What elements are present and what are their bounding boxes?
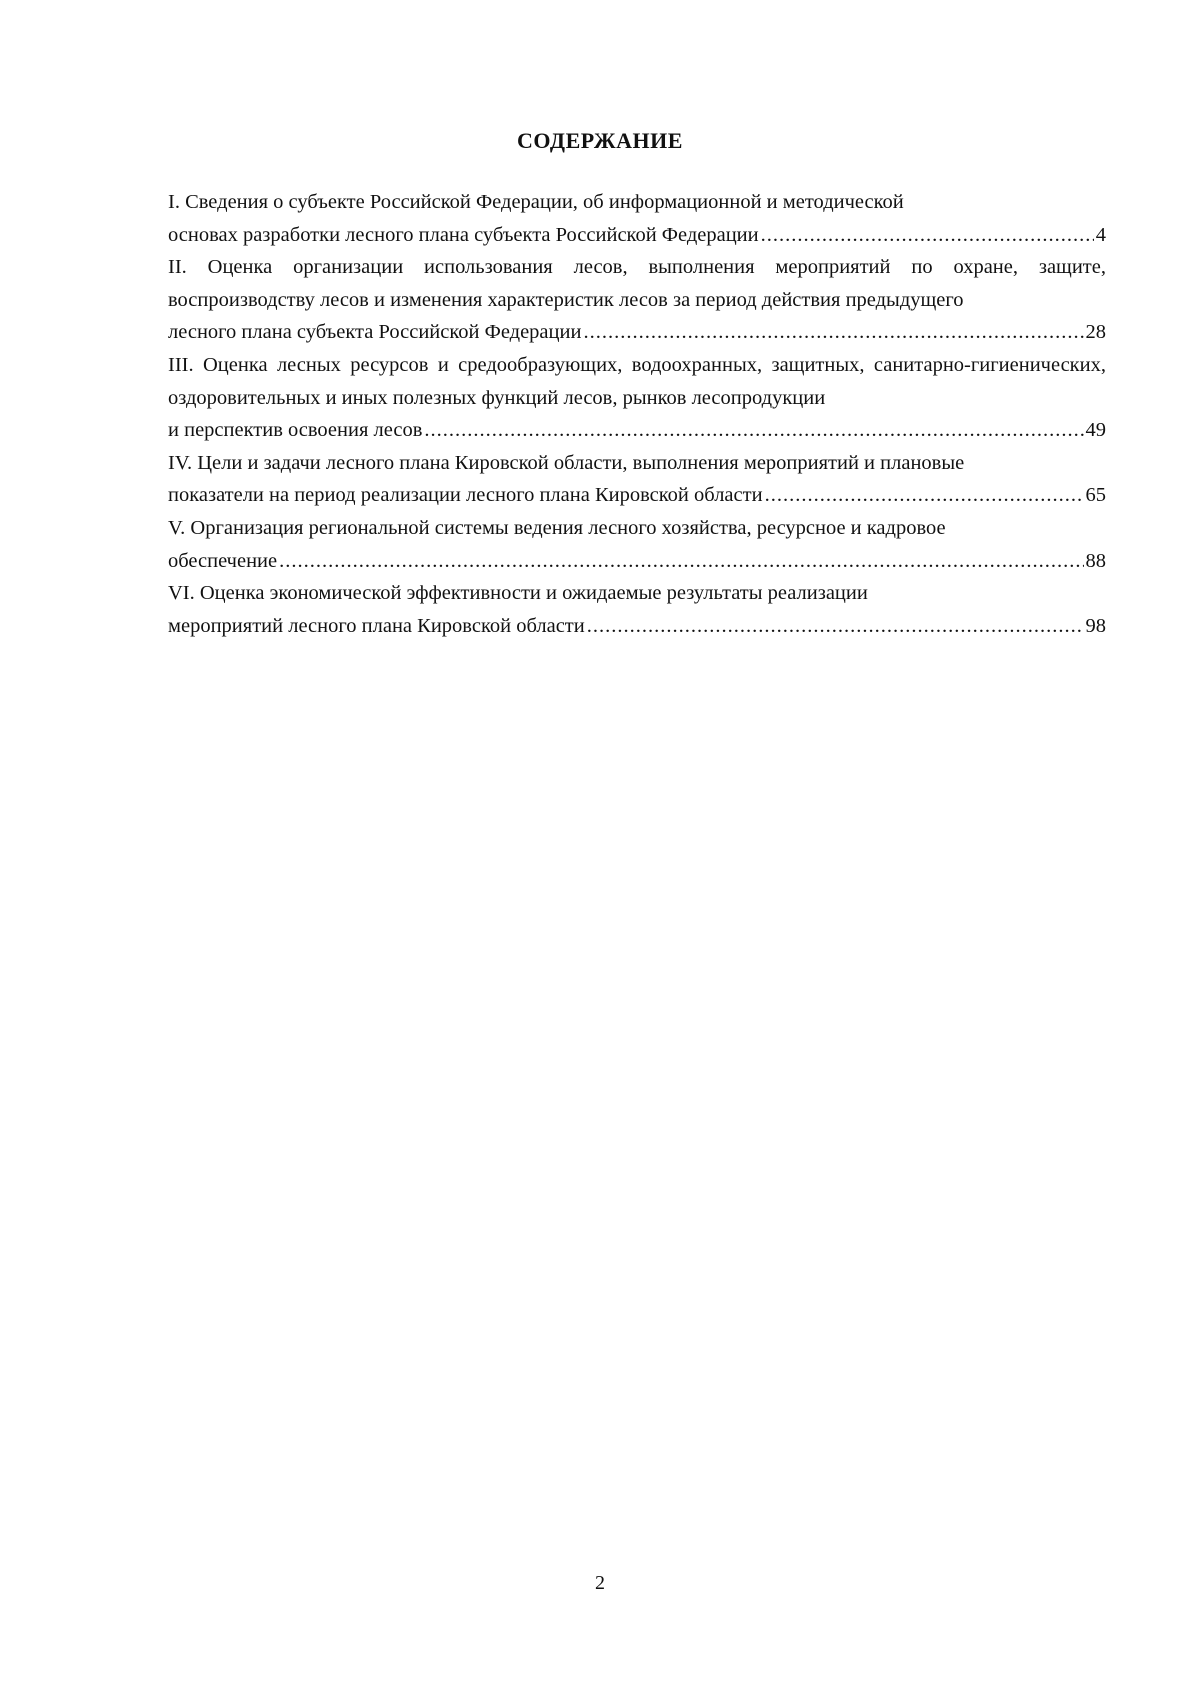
toc-entry-text-end: и перспектив освоения лесов <box>168 419 423 442</box>
toc-entry-text-end: обеспечение <box>168 549 278 572</box>
toc-entry-last-line <box>168 610 1106 643</box>
toc-entry-4 <box>168 447 1106 512</box>
toc-entry-text: V. Организация региональной системы ведения лесного хозяйства, ресурсное и кадровое <box>168 516 946 539</box>
page-number: 2 <box>595 1572 605 1594</box>
toc-entry-last-line <box>168 545 1106 578</box>
toc-entry-text-end: мероприятий лесного плана Кировской области <box>168 614 585 637</box>
toc-page-number: 88 <box>1085 549 1106 572</box>
page-title: СОДЕРЖАНИЕ <box>517 128 683 153</box>
table-of-contents <box>168 186 1106 642</box>
toc-page-number: 4 <box>1095 223 1106 246</box>
toc-entry-text: II. Оценка организации использования лесов, выполнения мероприятий по охране, защите, воспроизводству лесов и изменения характеристик лесов за период действия предыдущего <box>168 256 1106 311</box>
toc-entry-text: III. Оценка лесных ресурсов и средообразующих, водоохранных, защитных, санитарно-гигиенических, оздоровительных и иных полезных функций лесов, рынков лесопродукции <box>168 353 1106 409</box>
toc-page-number: 98 <box>1085 614 1106 637</box>
toc-entry-3 <box>168 349 1106 447</box>
toc-entry-text-end: показатели на период реализации лесного плана Кировской области <box>168 484 763 507</box>
toc-page-number: 65 <box>1085 484 1106 507</box>
toc-entry-text: VI. Оценка экономической эффективности и ожидаемые результаты реализации <box>168 582 868 605</box>
toc-entry-text-end: основах разработки лесного плана субъекта Российской Федерации <box>168 223 759 246</box>
toc-entry-last-line <box>168 479 1106 512</box>
dot-leader <box>424 414 1083 447</box>
toc-entry-6 <box>168 577 1106 642</box>
toc-entry-text: I. Сведения о субъекте Российской Федерации, об информационной и методической <box>168 191 904 213</box>
toc-page-number: 28 <box>1085 321 1106 344</box>
toc-entry-text-end: лесного плана субъекта Российской Федерации <box>168 321 582 344</box>
toc-entry-last-line <box>168 414 1106 447</box>
toc-entry-last-line <box>168 316 1106 349</box>
dot-leader <box>761 219 1094 252</box>
toc-entry-5 <box>168 512 1106 577</box>
toc-entry-1 <box>168 186 1106 251</box>
dot-leader <box>587 610 1084 643</box>
toc-page-number: 49 <box>1085 419 1106 442</box>
dot-leader <box>765 479 1084 512</box>
toc-entry-text: IV. Цели и задачи лесного плана Кировской области, выполнения мероприятий и плановые <box>168 451 965 474</box>
dot-leader <box>583 316 1083 349</box>
toc-entry-2 <box>168 251 1106 349</box>
dot-leader <box>279 545 1083 578</box>
toc-entry-last-line <box>168 219 1106 252</box>
